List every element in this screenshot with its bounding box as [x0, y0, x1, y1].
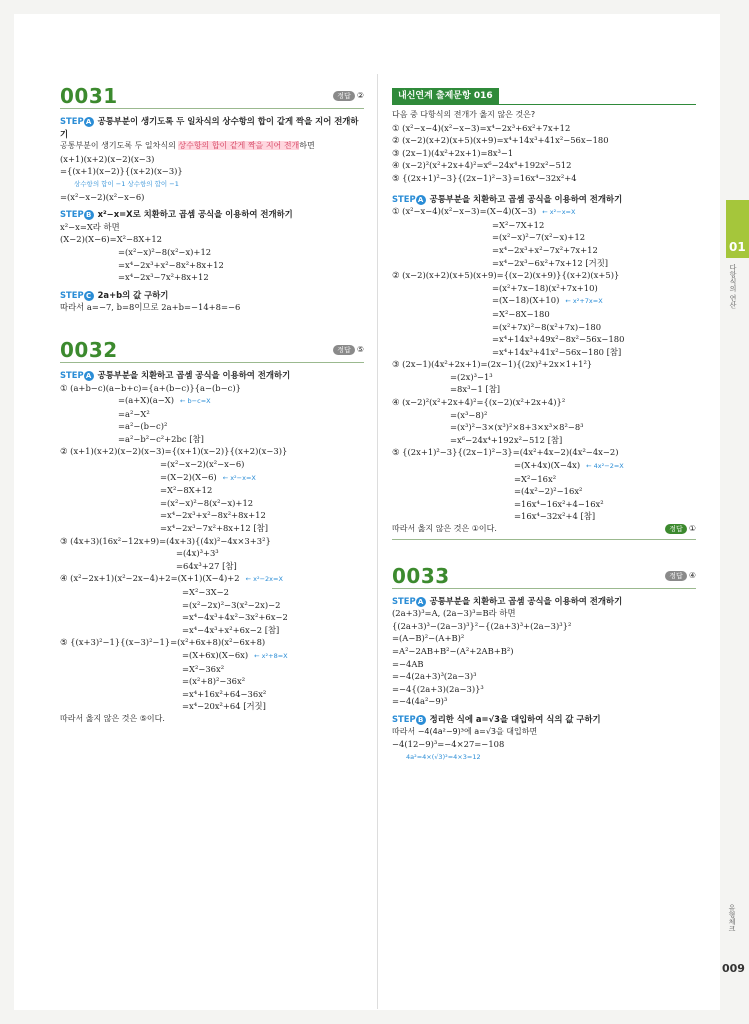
- equation-line: [60, 445, 364, 458]
- solution-item: [392, 446, 696, 523]
- hint-arrow: ← 4x²−2=X: [586, 462, 624, 471]
- conclusion: 따라서 옳지 않은 것은 ⑤이다.: [60, 713, 165, 723]
- equation-line: [392, 421, 696, 434]
- equation-text: =(x²+8)²−36x²: [182, 676, 246, 687]
- equation-line: [392, 244, 696, 257]
- answer-box: [333, 344, 364, 357]
- equation-line: [60, 535, 364, 548]
- equation-text: ③ (4x+3)(16x²−12x+9)=(4x+3){(4x)²−4x×3+3²}: [60, 535, 271, 546]
- solution-item: [60, 445, 364, 534]
- equation-line: [60, 611, 364, 624]
- equation-text: =X²−36x²: [182, 663, 225, 674]
- step-label: STEP: [60, 289, 84, 300]
- equation-text: =x⁴−2x³−7x²+8x+12 [참]: [160, 523, 268, 534]
- step-title: x²−x=X로 치환하고 곱셈 공식을 이용하여 전개하기: [97, 209, 293, 220]
- equation-line: [392, 485, 696, 498]
- equation-line: ③ (2x−1)(4x²+2x+1)=8x³−1: [392, 147, 514, 158]
- solution-item: [60, 636, 364, 713]
- equation-line: ② (x−2)(x+2)(x+5)(x+9)=x⁴+14x³+41x²−56x−180: [392, 135, 609, 146]
- hint-arrow: ← b−c=X: [180, 397, 211, 406]
- equation-text: =(x²−2x)²−3(x²−2x)−2: [182, 599, 281, 610]
- equation-text: =a²−(b−c)²: [118, 421, 168, 432]
- step-label: STEP: [60, 209, 84, 220]
- problem-number: 0031: [60, 84, 118, 108]
- equation-line: [60, 688, 364, 701]
- equation-text: =x⁴−4x³+4x²−3x²+6x−2: [182, 612, 288, 623]
- calc-note: 4a²=4×(√3)²=4×3=12: [406, 752, 481, 761]
- equation-text: ④ (x²−2x+1)(x²−2x−4)+2=(X+1)(X−4)+2: [60, 573, 240, 584]
- equation-line: [392, 510, 696, 523]
- equation-text: =16x⁴−16x²+4−16x²: [514, 498, 604, 509]
- equation-text: =a²−X²: [118, 408, 150, 419]
- substitution-intro: x²−x=X라 하면: [60, 221, 120, 232]
- equation-line: [392, 269, 696, 282]
- equation-text: =(x²+7x)²−8(x²+7x)−180: [492, 321, 602, 332]
- step-letter: A: [84, 117, 94, 127]
- equation-line: (2a+3)³=A, (2a−3)³=B라 하면: [392, 608, 516, 619]
- equation-text: =X²−3X−2: [182, 587, 229, 597]
- equation-line: =−4AB: [392, 658, 424, 669]
- problem-number: 0032: [60, 337, 118, 362]
- equation-text: ④ (x−2)²(x²+2x+4)²={(x−2)(x²+2x+4)}²: [392, 397, 566, 408]
- equation-text: =(x²−x)²−8(x²−x)+12: [160, 497, 254, 508]
- answer-box: [665, 570, 696, 583]
- equation-line: [392, 346, 696, 359]
- equation-line: [60, 471, 364, 485]
- equation-text: =16x⁴−32x²+4 [참]: [514, 511, 596, 522]
- equation-text: =8x³−1 [참]: [450, 384, 501, 395]
- step-letter: B: [84, 210, 94, 220]
- equation-line: [60, 497, 364, 510]
- related-problem-bar: [392, 88, 696, 105]
- equation-line: =(x²−x−2)(x²−x−6): [60, 191, 145, 202]
- hint-arrow: ← x²−x=X: [222, 473, 256, 482]
- page: [14, 14, 746, 1010]
- equation-line: [60, 458, 364, 471]
- equation-line: [392, 257, 696, 270]
- equation-line: [60, 586, 364, 599]
- answer-value: ①: [688, 524, 696, 533]
- step-a-equations: [60, 153, 364, 178]
- equation-text: =x⁴−20x²+64 [거짓]: [182, 701, 266, 712]
- solution-items: [60, 382, 364, 713]
- equation-line: −4(12−9)³=−4×27=−108: [392, 739, 505, 750]
- step-b-equations: [60, 246, 364, 284]
- conclusion-row: [392, 523, 696, 540]
- equation-line: [60, 624, 364, 637]
- right-column: [392, 88, 696, 763]
- equation-line: =(A−B)²−(A+B)²: [392, 633, 465, 644]
- equation-text: =(x²+7x−18)(x²+7x+10): [492, 282, 598, 293]
- equation-line: [392, 231, 696, 244]
- solution-item: [60, 535, 364, 573]
- hint-arrow: ← x²−x=X: [542, 208, 576, 217]
- equation-line: [60, 547, 364, 560]
- step-letter: C: [84, 291, 94, 301]
- chapter-tab[interactable]: [726, 200, 749, 258]
- equation-line: [392, 205, 696, 219]
- problem-0031-header: [60, 84, 364, 109]
- step-letter: B: [416, 715, 426, 725]
- solution-item: [392, 396, 696, 446]
- answer-value: ④: [688, 571, 696, 580]
- step-label: STEP: [60, 369, 84, 380]
- equation-line: [392, 498, 696, 511]
- step-title: 공통부분을 치환하고 곱셈 공식을 이용하여 전개하기: [429, 595, 623, 606]
- step-a-heading: [392, 595, 696, 608]
- equation-text: =(x³)²−3×(x³)²×8+3×x³×8²−8³: [450, 422, 584, 433]
- equation-text: ① (x²−x−4)(x²−x−3)=(X−4)(X−3): [392, 206, 537, 217]
- column-divider: [377, 74, 378, 1009]
- equation-text: =x⁴−2x³+x²−8x²+8x+12: [160, 510, 266, 521]
- step-title: 공통부분을 치환하고 곱셈 공식을 이용하여 전개하기: [429, 193, 623, 204]
- equation-line: =−4(2a+3)³(2a−3)³: [392, 671, 477, 682]
- equation-text: =x⁴+14x³+41x²−56x−180 [참]: [492, 346, 622, 357]
- related-problem-tag: 내신연계 출제문항 016: [392, 88, 499, 105]
- hint-arrow: ← x²−2x=X: [245, 575, 283, 584]
- conclusion: 따라서 a=−7, b=8이므로 2a+b=−14+8=−6: [60, 302, 241, 313]
- question: 다음 중 다항식의 전개가 옳지 않은 것은?: [392, 110, 536, 119]
- equation-line: [60, 420, 364, 433]
- equation-line: =x⁴−2x³+x²−8x²+8x+12: [118, 259, 224, 270]
- left-column: [60, 84, 364, 726]
- step-title: 정리한 식에 a=√3을 대입하여 식의 값 구하기: [429, 713, 601, 724]
- equation-line: [60, 394, 364, 408]
- equation-text: ② (x−2)(x+2)(x+5)(x+9)={(x−2)(x+9)}{(x+2)(x+5)}: [392, 270, 620, 281]
- solution-item: [60, 382, 364, 446]
- equation-line: (X−2)(X−6)=X²−8X+12: [60, 234, 163, 245]
- equation-text: =(4x)³+3³: [176, 548, 219, 559]
- substitution-intro: 따라서 −4(4a²−9)³에 a=√3을 대입하면: [392, 726, 538, 736]
- equation-line: [392, 294, 696, 308]
- step-b-heading: [392, 713, 696, 726]
- equation-line: [392, 321, 696, 334]
- sum-note: 상수항의 합이 −1 상수항의 합이 −1: [74, 179, 179, 188]
- step-a-heading: [392, 193, 696, 206]
- equation-line: ④ (x−2)²(x²+2x+4)²=x⁶−24x⁴+192x²−512: [392, 160, 572, 171]
- equation-line: =(x²−x)²−8(x²−x)+12: [118, 246, 212, 257]
- step-letter: A: [416, 597, 426, 607]
- equation-line: =−4(4a²−9)³: [392, 696, 448, 707]
- equation-line: [60, 509, 364, 522]
- answer-value: ⑤: [356, 345, 364, 355]
- answer-badge: 정답: [333, 345, 355, 355]
- step-label: STEP: [392, 713, 416, 724]
- solution-item: [392, 269, 696, 358]
- highlighted-text: 상수항의 합이 같게 짝을 지어 전개: [178, 141, 300, 151]
- equation-text: ① (a+b−c)(a−b+c)={a+(b−c)}{a−(b−c)}: [60, 382, 241, 393]
- side-label: 유형체크: [728, 904, 736, 932]
- solution-items: [392, 205, 696, 523]
- equation-line: [392, 308, 696, 321]
- equation-line: [60, 599, 364, 612]
- step-label: STEP: [392, 595, 416, 606]
- equation-text: =(2x)³−1³: [450, 371, 493, 382]
- equation-text: =x⁴+16x²+64−36x²: [182, 688, 267, 699]
- equation-text: =a²−b²−c²+2bc [참]: [118, 433, 204, 444]
- equation-line: [392, 282, 696, 295]
- equation-line: [392, 371, 696, 384]
- equation-line: =x⁴−2x³−7x²+8x+12: [118, 272, 209, 283]
- equation-line: [392, 333, 696, 346]
- step-label: STEP: [60, 116, 84, 126]
- equation-text: =X²−8X−180: [492, 308, 550, 319]
- choices: [392, 122, 696, 185]
- equation-line: [392, 409, 696, 422]
- equation-text: =X²−8X+12: [160, 485, 213, 496]
- solution-item: [60, 572, 364, 636]
- equation-line: =A²−2AB+B²−(A²+2AB+B²): [392, 645, 514, 656]
- equation-line: [60, 649, 364, 663]
- step-a-text: [60, 140, 364, 153]
- equation-line: [60, 663, 364, 676]
- equation-line: (x+1)(x+2)(x−2)(x−3): [60, 153, 155, 164]
- equation-line: [392, 434, 696, 447]
- equation-text: ⑤ {(2x+1)²−3}{(2x−1)²−3}=(4x²+4x−2)(4x²−4x−2): [392, 447, 619, 458]
- equation-line: {(2a+3)³−(2a−3)³}²−{(2a+3)³+(2a−3)³}²: [392, 620, 572, 631]
- step-label: STEP: [392, 193, 416, 204]
- problem-0033-header: [392, 564, 696, 589]
- equation-line: [392, 383, 696, 396]
- equation-line: [60, 382, 364, 395]
- equation-text: =(x³−8)²: [450, 409, 488, 420]
- equation-text: =x⁶−24x⁴+192x²−512 [참]: [450, 434, 563, 445]
- equation-line: [392, 358, 696, 371]
- answer-badge: 정답: [665, 524, 687, 534]
- equation-line: =−4{(2a+3)(2a−3)}³: [392, 683, 484, 694]
- answer-badge: 정답: [665, 571, 687, 581]
- page-number: 009: [722, 962, 745, 975]
- equation-text: ② (x+1)(x+2)(x−2)(x−3)={(x+1)(x−2)}{(x+2)(x−3)}: [60, 446, 288, 457]
- problem-number: 0033: [392, 563, 450, 588]
- equation-text: =x⁴−2x³−6x²+7x+12 [거짓]: [492, 257, 609, 268]
- equation-text: =(a+X)(a−X): [118, 395, 175, 406]
- equation-line: [392, 396, 696, 409]
- equation-text: =(4x²−2)²−16x²: [514, 486, 583, 497]
- step-title: 공통부분이 생기도록 두 일차식의 상수항의 합이 같게 짝을 지어 전개하기: [60, 116, 359, 139]
- equation-text: =x⁴+14x³+49x²−8x²−56x−180: [492, 334, 625, 345]
- equation-line: [60, 522, 364, 535]
- equation-line: [392, 446, 696, 459]
- answer-value: ②: [356, 91, 364, 101]
- answer-badge: 정답: [333, 91, 355, 101]
- step-title: 2a+b의 값 구하기: [97, 289, 169, 300]
- text-segment: 공통부분이 생기도록 두 일차식의: [60, 141, 179, 151]
- text-segment: 하면: [299, 141, 315, 151]
- equation-text: =64x³+27 [참]: [176, 560, 237, 571]
- equation-text: =(x²−x)²−7(x²−x)+12: [492, 232, 586, 243]
- problem-0032-header: [60, 338, 364, 363]
- equation-line: [60, 484, 364, 497]
- equation-line: [392, 219, 696, 232]
- equation-line: [60, 560, 364, 573]
- equation-line: [392, 459, 696, 473]
- step-letter: A: [84, 371, 94, 381]
- hint-arrow: ← x²+7x=X: [565, 297, 603, 306]
- equation-text: ⑤ {(x+3)²−1}{(x−3)²−1}=(x²+6x+8)(x²−6x+8): [60, 637, 266, 648]
- equation-text: =(X−18)(X+10): [492, 295, 560, 306]
- equation-line: [392, 473, 696, 486]
- equation-line: ={(x+1)(x−2)}{(x+2)(x−3)}: [60, 166, 183, 177]
- step-title: 공통부분을 치환하고 곱셈 공식을 이용하여 전개하기: [97, 369, 291, 380]
- equation-line: ⑤ {(2x+1)²−3}{(2x−1)²−3}=16x⁴−32x²+4: [392, 172, 577, 183]
- equation-text: =(X+6x)(X−6x): [182, 649, 249, 660]
- equation-line: [60, 675, 364, 688]
- equation-text: =(X+4x)(X−4x): [514, 460, 581, 471]
- step-a-equations: [392, 607, 696, 708]
- answer-box: [333, 90, 364, 103]
- step-c-heading: [60, 289, 364, 302]
- equation-line: [60, 636, 364, 649]
- equation-line: [60, 433, 364, 446]
- equation-text: =X²−7X+12: [492, 219, 545, 230]
- step-a-heading: [60, 115, 364, 140]
- equation-text: =X²−16x²: [514, 473, 557, 484]
- chapter-number: 01: [729, 240, 746, 254]
- equation-line: ① (x²−x−4)(x²−x−3)=x⁴−2x³+6x²+7x+12: [392, 122, 571, 133]
- hint-arrow: ← x²+8=X: [254, 651, 288, 660]
- equation-line: [60, 700, 364, 713]
- solution-item: [392, 358, 696, 396]
- equation-text: =x⁴−4x³+x²+6x−2 [참]: [182, 624, 280, 635]
- step-a-heading: [60, 369, 364, 382]
- chapter-label: 다항식의 연산: [729, 264, 737, 309]
- solution-item: [392, 205, 696, 269]
- equation-text: ③ (2x−1)(4x²+2x+1)=(2x−1){(2x)²+2x×1+1²}: [392, 359, 593, 370]
- step-b-heading: [60, 208, 364, 221]
- conclusion: 따라서 옳지 않은 것은 ①이다.: [392, 524, 497, 533]
- equation-text: =x⁴−2x³+x²−7x²+7x+12: [492, 244, 598, 255]
- equation-line: [60, 572, 364, 586]
- equation-text: =(x²−x−2)(x²−x−6): [160, 459, 245, 470]
- step-letter: A: [416, 195, 426, 205]
- equation-text: =(X−2)(X−6): [160, 471, 217, 482]
- equation-line: [60, 408, 364, 421]
